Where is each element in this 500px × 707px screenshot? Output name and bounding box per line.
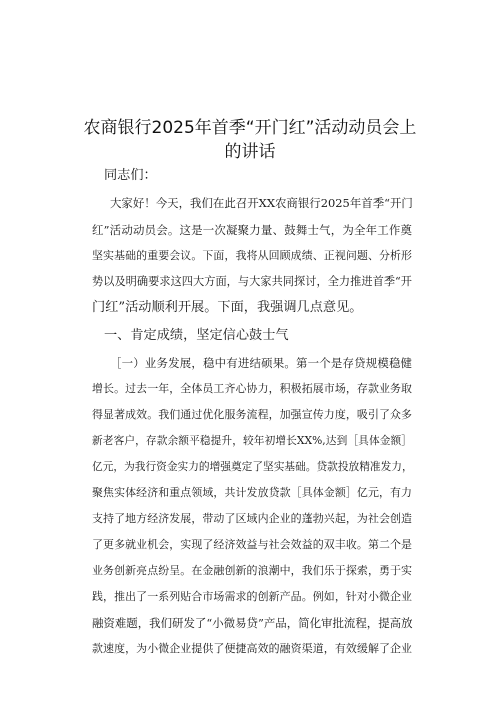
paragraph-line: 支持了地方经济发展，带动了区域内企业的蓬勃兴起，为社会创造 [92, 512, 412, 525]
paragraph-line: 聚焦实体经济和重点领域，共计发放贷款［具体金额］亿元，有力 [92, 486, 412, 499]
paragraph-line: 亿元，为我行资金实力的增强奠定了坚实基础。贷款投放精准发力， [92, 460, 413, 473]
paragraph-line: 得显著成效。我们通过优化服务流程，加强宣传力度，吸引了众多 [92, 408, 412, 421]
paragraph-line: 增长。过去一年，全体员工齐心协力，积极拓展市场，存款业务取 [92, 382, 412, 395]
paragraph-line: ［一）业务发展，稳中有进结硕果。第一个是存贷规模稳健 [110, 356, 412, 370]
greeting: 同志们： [104, 168, 157, 183]
paragraph-line: 款速度，为小微企业提供了便捷高效的融资渠道，有效缓解了企业 [92, 642, 412, 655]
section-heading: 一、肯定成绩，坚定信心鼓士气 [104, 328, 289, 343]
paragraph-line: 门红”活动顺利开展。下面，我强调几点意见。 [92, 300, 363, 315]
paragraph-line: 了更多就业机会，实现了经济效益与社会效益的双丰收。第二个是 [92, 538, 412, 551]
paragraph-line: 势以及明确要求这四大方面，与大家共同探讨，全力推进首季“开 [92, 275, 412, 288]
paragraph-line: 业务创新亮点纷呈。在金融创新的浪潮中，我们乐于探索，勇于实 [92, 564, 412, 577]
paragraph-line: 新老客户，存款余额平稳提升，较年初增长XX%,达到［具体金额］ [92, 434, 412, 447]
document-title-line-2: 的讲话 [224, 142, 276, 162]
paragraph-line: 大家好！今天，我们在此召开XX农商银行2025年首季“开门 [110, 196, 413, 210]
paragraph-line: 融资难题，我们研发了“小微易贷”产品，简化审批流程，提高放 [92, 616, 413, 630]
paragraph-line: 坚实基础的重要会议。下面，我将从回顾成绩、正视问题、分析形 [92, 249, 412, 262]
paragraph-line: 红”活动动员会。这是一次凝聚力量、鼓舞士气，为全年工作奠 [92, 223, 412, 237]
document-title-line-1: 农商银行2025年首季“开门红”活动动员会上 [83, 118, 417, 138]
paragraph-line: 践，推出了一系列贴合市场需求的创新产品。例如，针对小微企业 [92, 590, 412, 603]
